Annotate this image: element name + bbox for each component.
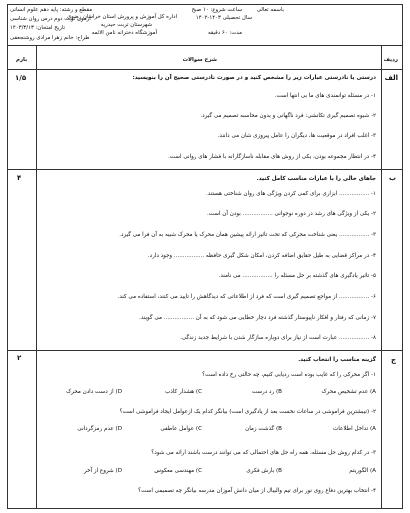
section-a-letter: الف	[384, 74, 398, 82]
section-b-divider	[8, 350, 402, 351]
section-a-score: ۱/۵	[15, 74, 27, 82]
section-b-letter: ب	[388, 174, 396, 182]
section-c-q2-opt-a: A) تداخل اطلاعات	[333, 426, 376, 432]
section-b-item-3: ۳- ................. یعنی شناخت محرکی که تحت تاثیر ارائه پیشین همان محرک یا محرک شبیه به آن فرا می گیرد.	[119, 232, 376, 238]
section-c-q3: ۳- در کدام روش حل مسئله، همه راه حل های احتمالی که می توانند درست باشند ارائه می شود؟	[151, 450, 376, 456]
section-c-score: ۲	[17, 354, 22, 362]
section-b-item-2: ۲- یکی از ویژگی های رشد در دوره نوجوانی ................. بودن آن است.	[207, 211, 376, 217]
header-left-3: طراح: خانم زهرا مرادی روشنجعفی	[10, 35, 90, 41]
section-c-q1-opt-d: D) از دست دادن محرک	[66, 389, 122, 395]
section-c-q4: ۴- انتخاب بهترین دفاع روی نور برای تیم والیبال از میان دانش آموزان مدرسه بیانگر چه تصمیمی است؟	[138, 488, 376, 494]
row-column-divider	[381, 45, 382, 508]
section-a-divider	[8, 169, 402, 170]
section-c-q3-opt-a: A) الگوریتم	[349, 468, 376, 474]
col-head-score: بارم	[16, 57, 28, 63]
header-right-1: اداره کل آموزش و پرورش استان خراسان رضوی	[66, 14, 177, 20]
section-a-item-1: ۱- در مسئله توانمندی های ما بی انتها است.	[274, 93, 376, 99]
exam-page	[7, 4, 403, 509]
section-c-q2-opt-d: D) عدم رمزگردانی	[77, 426, 122, 432]
section-b-item-1: ۱- ................. ابزاری برای کمی کردن ویژگی های روان شناختی هستند.	[205, 191, 376, 197]
header-center-2: مدت: ۶۰ دقیقه	[207, 30, 242, 36]
header-left-0: مقطع و رشته: پایه دهم علوم انسانی	[10, 7, 93, 13]
section-b-item-6: ۶- ................. از مواجع تصمیم گیری است که فرد از اطلاعاتی که دیدگاهش را تایید می کنند، استفاده می کند.	[117, 294, 376, 300]
section-c-q3-opt-c: C) مهندسی معکوس	[154, 468, 202, 474]
section-b-item-7: ۷- زمانی که رفتار و افکار ناپیوستار گذشته فرد دچار خطایی می شود که به آن ................. می گویند.	[139, 315, 376, 321]
section-b-score: ۴	[17, 174, 22, 182]
header-center-1: سال تحصیلی ۱۴۰۳-۱۴۰۲	[195, 15, 252, 21]
section-c-q2-opt-c: C) عوامل عاطفی	[160, 426, 202, 432]
header-divider	[8, 45, 402, 46]
section-c-q1-opt-c: C) هشدار کاذب	[165, 389, 202, 395]
section-b-item-8: ۸- ................. عبارت است از نیاز برای دوباره سازگار شدن با شرایط جدید زندگی.	[180, 335, 376, 341]
section-b-item-4: ۴- در مراکز قضایی به طیل حقایق اضافه کردن، امکان شکل گیری حافظه ................. وجود دارد.	[147, 253, 376, 259]
score-column-divider	[36, 45, 37, 508]
section-c-q1-opt-a: A) عدم تشخیص محرک	[321, 389, 376, 395]
section-a-item-3: ۳- اغلب افراد در موقعیت ها، دیگران را عامل پیروزی شان می دانند.	[217, 133, 376, 139]
header-center-0: ساعت شروع: ۱۰ صبح	[191, 7, 242, 13]
header-right-2: شهرستان تربت حیدریه	[100, 22, 152, 28]
table-head-divider	[8, 69, 402, 70]
col-head-desc: شرح سوالات	[182, 57, 217, 63]
section-c-q2: ۲- (تیبشترین فراموشی در ساعات نخست بعد از یادگیری است) بیانگر کدام یک ازعوامل ایجاد فراموشی است؟	[119, 409, 376, 415]
section-b-title: جاهای خالی را با عبارات مناسب کامل کنید.	[256, 176, 376, 182]
col-head-row: ردیف	[383, 57, 398, 63]
section-c-q2-opt-b: B) گذشت زمان	[245, 426, 282, 432]
section-a-item-2: ۲- شیوه تصمیم گیری تکانشی: فرد ناگهانی و بدون محاسبه تصمیم می گیرد.	[200, 113, 376, 119]
section-c-title: گزینه مناسب را انتخاب کنید.	[298, 357, 376, 363]
section-b-item-5: ۵- تاثیر یادگیری های گذشته بر حل مسئله را ................. می نامند.	[218, 273, 376, 279]
header-right-0: باسمه تعالی	[256, 7, 284, 13]
section-c-letter: ج	[390, 356, 396, 364]
section-c-q1-opt-b: B) رد درست	[251, 389, 282, 395]
header-left-2: تاریخ امتحان: ۱۴۰۳/۳/۱۳	[10, 25, 65, 31]
section-c-q3-opt-b: B) بارش فکری	[246, 468, 282, 474]
section-a-item-4: ۴- در انتظار مجموعه بودن، یکی از روش های مقابله ناسازگارانه با فشار های روانی است.	[168, 154, 376, 160]
section-c-q1: ۱- اگر محرکی را که غایب بوده است ردیابی کنیم، چه حالتی رخ داده است؟	[202, 372, 376, 378]
header-left-1: آزمون نوبت دوم درس روان شناسی	[10, 16, 91, 22]
section-a-title: درستی یا نادرستی عبارات زیر را مشخص کنید و در صورت نادرستی صحیح آن را بنویسید:	[132, 75, 376, 81]
header-right-3: آموزشگاه دخترانه نامن الائمه	[91, 30, 157, 36]
section-c-q3-opt-d: D) شروع از آخر	[84, 468, 122, 474]
